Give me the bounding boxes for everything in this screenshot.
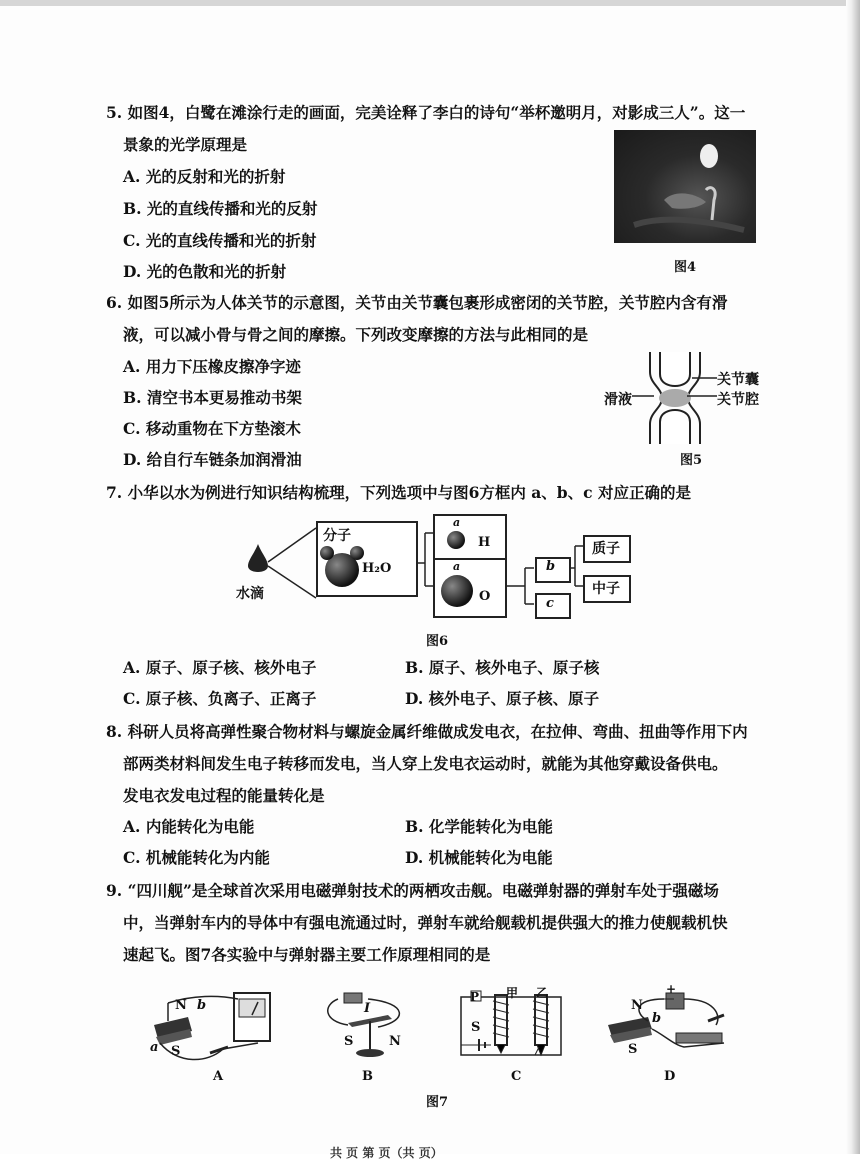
- page-footer: 共 页 第 页（共 页）: [330, 1146, 443, 1160]
- label-c-yi: 乙: [536, 986, 549, 1000]
- experiment-b-diagram: [318, 985, 418, 1070]
- q7-option-b: B. 原子、核外电子、原子核: [405, 658, 600, 677]
- experiment-a-diagram: [148, 985, 278, 1070]
- q6-option-b: B. 清空书本更易推动书架: [123, 388, 302, 407]
- fig5-caption: 图5: [680, 453, 703, 468]
- joint-leader-lines: [632, 372, 722, 402]
- q8-stem-line1: 8. 科研人员将高弹性聚合物材料与螺旋金属纤维做成发电衣，在拉伸、弯曲、扭曲等作用下内: [106, 722, 748, 741]
- label-a-b: b: [197, 998, 207, 1013]
- q5-option-c: C. 光的直线传播和光的折射: [123, 231, 317, 250]
- fig6-caption: 图6: [426, 634, 449, 649]
- q9-stem-line3: 速起飞。图7各实验中与弹射器主要工作原理相同的是: [123, 945, 491, 964]
- label-b-n: N: [389, 1034, 401, 1049]
- q5-stem-line2: 景象的光学原理是: [123, 135, 248, 154]
- label-exp-d: D: [664, 1069, 676, 1084]
- label-b: b: [546, 559, 556, 574]
- label-h2o: H₂O: [362, 561, 392, 576]
- q8-stem-line2: 部两类材料间发生电子转移而发电，当人穿上发电衣运动时，就能为其他穿戴设备供电。: [123, 754, 728, 773]
- label-a-s: S: [171, 1044, 181, 1059]
- q5-option-b: B. 光的直线传播和光的反射: [123, 199, 318, 218]
- q8-option-c: C. 机械能转化为内能: [123, 848, 270, 867]
- q6-option-c: C. 移动重物在下方垫滚木: [123, 419, 301, 438]
- label-d-n: N: [631, 998, 643, 1013]
- label-exp-a: A: [213, 1069, 224, 1084]
- fig7-caption: 图7: [426, 1095, 449, 1110]
- label-d-plus: +: [666, 982, 677, 996]
- label-c-p: P: [470, 990, 480, 1004]
- q5-option-d: D. 光的色散和光的折射: [123, 262, 287, 281]
- q8-option-d: D. 机械能转化为电能: [405, 848, 553, 867]
- label-b-s: S: [344, 1034, 354, 1049]
- q7-option-d: D. 核外电子、原子核、原子: [405, 689, 600, 708]
- q6-option-a: A. 用力下压橡皮擦净字迹: [123, 357, 301, 376]
- label-exp-c: C: [511, 1069, 522, 1084]
- q8-option-a: A. 内能转化为电能: [123, 817, 255, 836]
- label-c-jia: 甲: [506, 986, 519, 1000]
- label-b-i: I: [364, 1001, 371, 1016]
- label-a-hydrogen: a: [453, 516, 461, 529]
- q8-stem-line3: 发电衣发电过程的能量转化是: [123, 786, 325, 805]
- hydrogen-atom-ball: [447, 531, 465, 549]
- label-a-a: a: [150, 1040, 159, 1055]
- label-d-s: S: [628, 1042, 638, 1057]
- q5-option-a: A. 光的反射和光的折射: [123, 167, 286, 186]
- experiment-d-diagram: [604, 985, 734, 1070]
- label-h: H: [478, 535, 491, 550]
- molecule-hydrogen-ball-right: [350, 546, 364, 560]
- label-neutron: 中子: [592, 581, 620, 597]
- label-exp-b: B: [362, 1069, 373, 1084]
- hydrogen-atom-box: [433, 514, 507, 560]
- label-joint-capsule: 关节囊: [717, 372, 759, 388]
- q6-option-d: D. 给自行车链条加润滑油: [123, 450, 302, 469]
- oxygen-atom-ball: [441, 575, 473, 607]
- scan-right-edge: [846, 0, 860, 1154]
- label-c-s: S: [471, 1020, 481, 1035]
- q6-stem-line1: 6. 如图5所示为人体关节的示意图，关节由关节囊包裹形成密闭的关节腔，关节腔内含有滑: [106, 293, 728, 312]
- q5-stem-line1: 5. 如图4，白鹭在滩涂行走的画面，完美诠释了李白的诗句“举杯邀明月，对影成三人”。这一: [106, 103, 746, 122]
- scan-top-edge: [0, 0, 860, 6]
- label-a-oxygen: a: [453, 560, 461, 573]
- label-joint-cavity: 关节腔: [717, 392, 759, 408]
- q7-option-c: C. 原子核、负离子、正离子: [123, 689, 317, 708]
- q9-stem-line2: 中，当弹射车内的导体中有强电流通过时，弹射车就给舰载机提供强大的推力使舰载机快: [123, 913, 728, 932]
- label-water-drop: 水滴: [236, 586, 264, 602]
- label-d-b: b: [652, 1011, 662, 1026]
- q9-stem-line1: 9. “四川舰”是全球首次采用电磁弹射技术的两栖攻击舰。电磁弹射器的弹射车处于强磁场: [106, 881, 719, 900]
- egret-photo: [614, 130, 756, 243]
- q7-option-a: A. 原子、原子核、核外电子: [123, 658, 317, 677]
- label-c: c: [546, 596, 554, 611]
- q8-option-b: B. 化学能转化为电能: [405, 817, 553, 836]
- label-molecule: 分子: [323, 528, 351, 544]
- label-synovial-fluid: 滑液: [604, 392, 632, 408]
- label-proton: 质子: [592, 541, 620, 557]
- label-o: O: [479, 589, 491, 604]
- label-a-n: N: [175, 998, 187, 1013]
- q7-stem: 7. 小华以水为例进行知识结构梳理，下列选项中与图6方框内 a、b、c 对应正确的是: [106, 483, 691, 502]
- q6-stem-line2: 液，可以减小骨与骨之间的摩擦。下列改变摩擦的方法与此相同的是: [123, 325, 589, 344]
- molecule-hydrogen-ball-left: [320, 546, 334, 560]
- fig4-caption: 图4: [674, 260, 697, 275]
